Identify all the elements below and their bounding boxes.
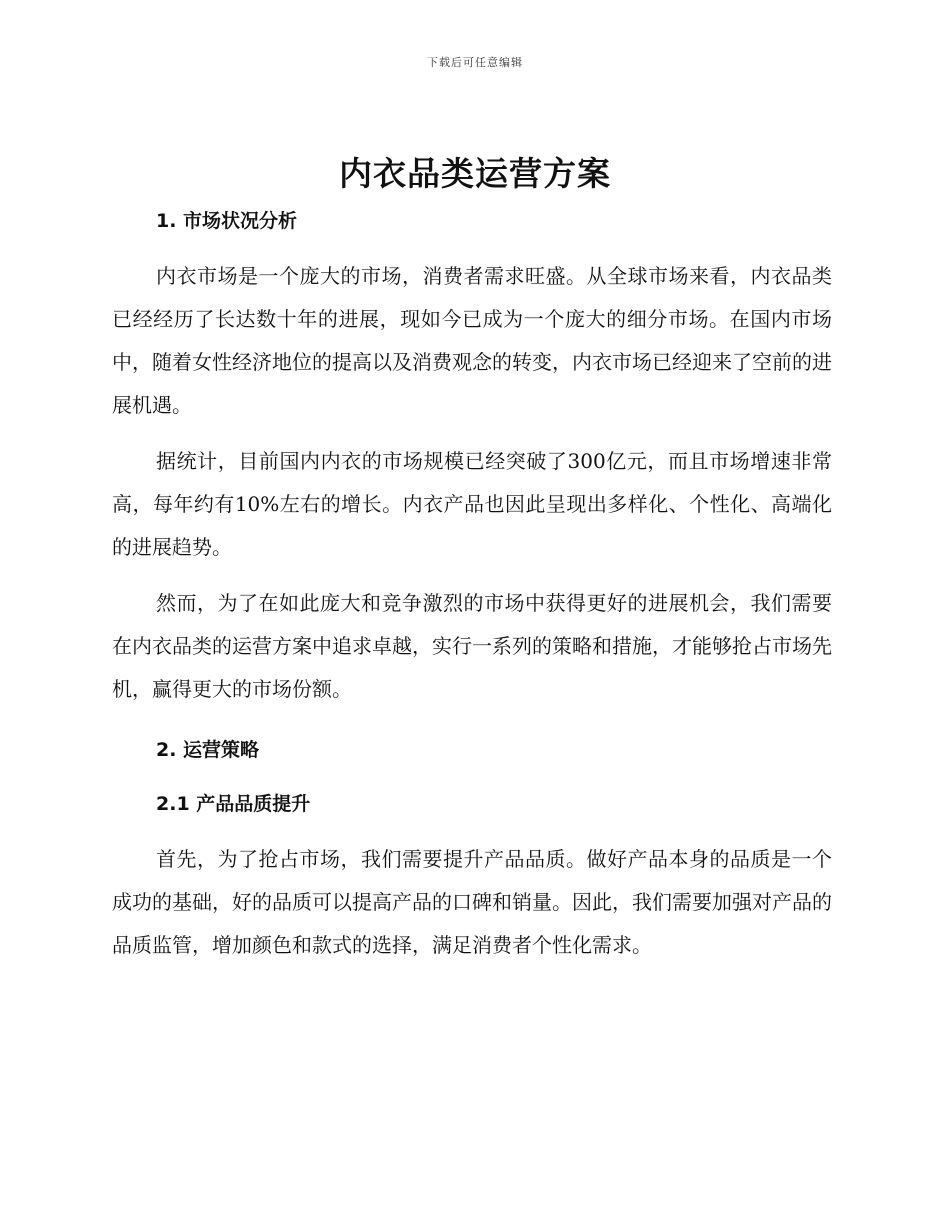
paragraph-market-opportunity: 然而，为了在如此庞大和竞争激烈的市场中获得更好的进展机会，我们需要在内衣品类的运营方案中追求卓越，实行一系列的策略和措施，才能够抢占市场先机，赢得更大的市场份额。 [112,591,832,701]
paragraph-market-overview: 内衣市场是一个庞大的市场，消费者需求旺盛。从全球市场来看，内衣品类已经经历了长达数十年的进展，现如今已成为一个庞大的细分市场。在国内市场中，随着女性经济地位的提高以及消费观念的转变，内衣市场已经迎来了空前的进展机遇。 [112,264,832,417]
document-title: 内衣品类运营方案 [339,154,611,193]
paragraph-quality-improvement: 首先，为了抢占市场，我们需要提升产品品质。做好产品本身的品质是一个成功的基础，好的品质可以提高产品的口碑和销量。因此，我们需要加强对产品的品质监管，增加颜色和款式的选择，满足消费者个性化需求。 [112,847,832,957]
section-heading-market: 1. 市场状况分析 [156,210,298,232]
paragraph-market-statistics: 据统计，目前国内内衣的市场规模已经突破了300亿元，而且市场增速非常高，每年约有10%左右的增长。内衣产品也因此呈现出多样化、个性化、高端化的进展趋势。 [112,449,832,559]
header-note: 下载后可任意编辑 [427,56,523,69]
document-body [112,205,832,967]
section-heading-strategy: 2. 运营策略 [156,739,260,761]
subsection-heading-quality: 2.1 产品品质提升 [156,793,311,815]
